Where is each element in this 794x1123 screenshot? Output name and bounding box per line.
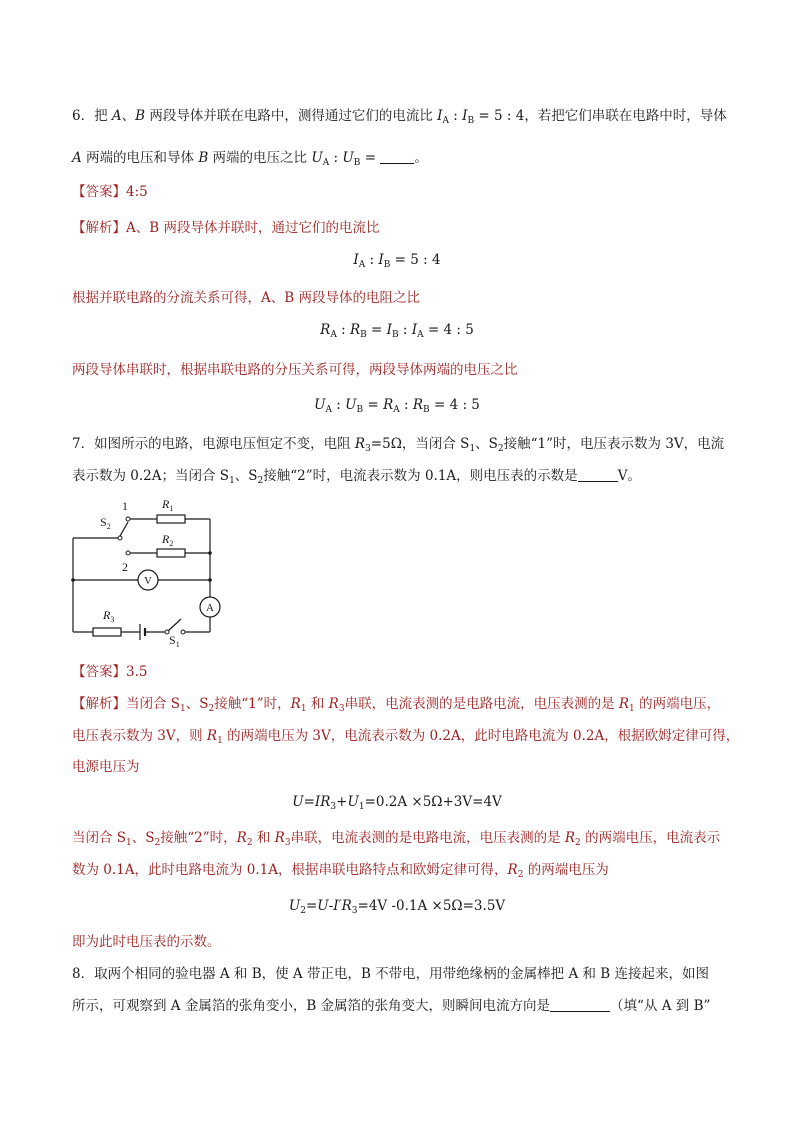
s2-label: $S_2$	[100, 515, 111, 531]
q8-line1: 8．取两个相同的验电器 A 和 B，使 A 带正电，B 不带电，用带绝缘柄的金属棒把 A 和 B 连接起来，如图	[72, 966, 710, 982]
q6-analysis-line3: 两段导体串联时，根据串联电路的分压关系可得，两段导体两端的电压之比	[72, 362, 518, 378]
circuit-diagram	[60, 495, 235, 655]
q7-analysis-line5: 数为 0.1A，此时电路电流为 0.1A，根据串联电路特点和欧姆定律可得，$R_2$ 的两端电压为	[72, 862, 609, 880]
q8-line2: 所示，可观察到 A 金属箔的张角变小，B 金属箔的张角变大，则瞬间电流方向是 （填“从 A 到 B”	[72, 998, 711, 1014]
q7-answer-blank	[578, 467, 618, 482]
q6-line1: 6．把 A、B 两段导体并联在电路中，测得通过它们的电流比 $I_A$ : $I_B = 5$ : 4，若把它们串联在电路中时，导体	[72, 108, 727, 126]
q6-equation1: $I_A$ : $I_B = 5$ : 4	[353, 252, 441, 270]
q7-analysis-line4: 当闭合 $S_1$、$S_2$接触“2”时，$R_2$ 和 $R_3$串联，电流表测的是电路电流，电压表测的是 $R_2$ 的两端电压，电流表示	[72, 830, 721, 848]
q7-analysis-line3: 电源电压为	[72, 759, 140, 775]
q8-answer-blank	[550, 997, 610, 1012]
q7-answer: 【答案】3.5	[72, 664, 148, 680]
r2-label: $R_2$	[162, 532, 174, 548]
q7-line1: 7．如图所示的电路，电源电压恒定不变，电阻 $R_3=5\Omega$，当闭合 $S_1$、$S_2$接触“1”时，电压表示数为 3V，电流	[72, 436, 725, 454]
q7-line2: 表示数为 0.2A；当闭合 $S_1$、$S_2$接触“2”时，电流表示数为 0.1A，则电压表的示数是 V。	[72, 468, 641, 486]
r1-label: $R_1$	[162, 497, 174, 513]
q7-analysis-line1: 【解析】当闭合 $S_1$、$S_2$接触“1”时，$R_1$ 和 $R_3$串联，电流表测的是电路电流，电压表测的是 $R_1$ 的两端电压，	[72, 696, 721, 714]
q7-analysis-line6: 即为此时电压表的示数。	[72, 934, 221, 950]
q6-equation2: $R_A$ : $R_B = I_B$ : $I_A = 4$ : 5	[320, 322, 474, 340]
q6-analysis-line2: 根据并联电路的分流关系可得，A、B 两段导体的电阻之比	[72, 290, 420, 306]
s1-label: $S_1$	[169, 633, 180, 649]
q6-line2: A 两端的电压和导体 B 两端的电压之比 $U_A$ : $U_B$ = 。	[72, 150, 428, 168]
q6-answer-blank	[380, 149, 414, 164]
q7-analysis-line2: 电压表示数为 3V，则 $R_1$ 的两端电压为 3V，电流表示数为 0.2A，此时电路电流为 0.2A，根据欧姆定律可得，	[72, 728, 740, 746]
q6-analysis-line1: 【解析】A、B 两段导体并联时，通过它们的电流比	[72, 220, 380, 236]
q6-equation3: $U_A$ : $U_B = R_A$ : $R_B = 4$ : 5	[314, 397, 480, 415]
q6-answer: 【答案】4:5	[72, 184, 148, 200]
ammeter-label: A	[206, 602, 214, 614]
voltmeter-label: V	[144, 575, 152, 587]
switch-position-1: 1	[122, 499, 128, 513]
q7-equation2: $U_2=U-I'R_3=4V$ -0.1A ×5Ω=3.5V	[288, 898, 506, 916]
q7-equation1: $U=IR_3+U_1=0.2A \times 5\Omega+3V=4V$	[292, 794, 502, 812]
r3-label: $R_3$	[103, 608, 115, 624]
switch-position-2: 2	[122, 560, 128, 574]
